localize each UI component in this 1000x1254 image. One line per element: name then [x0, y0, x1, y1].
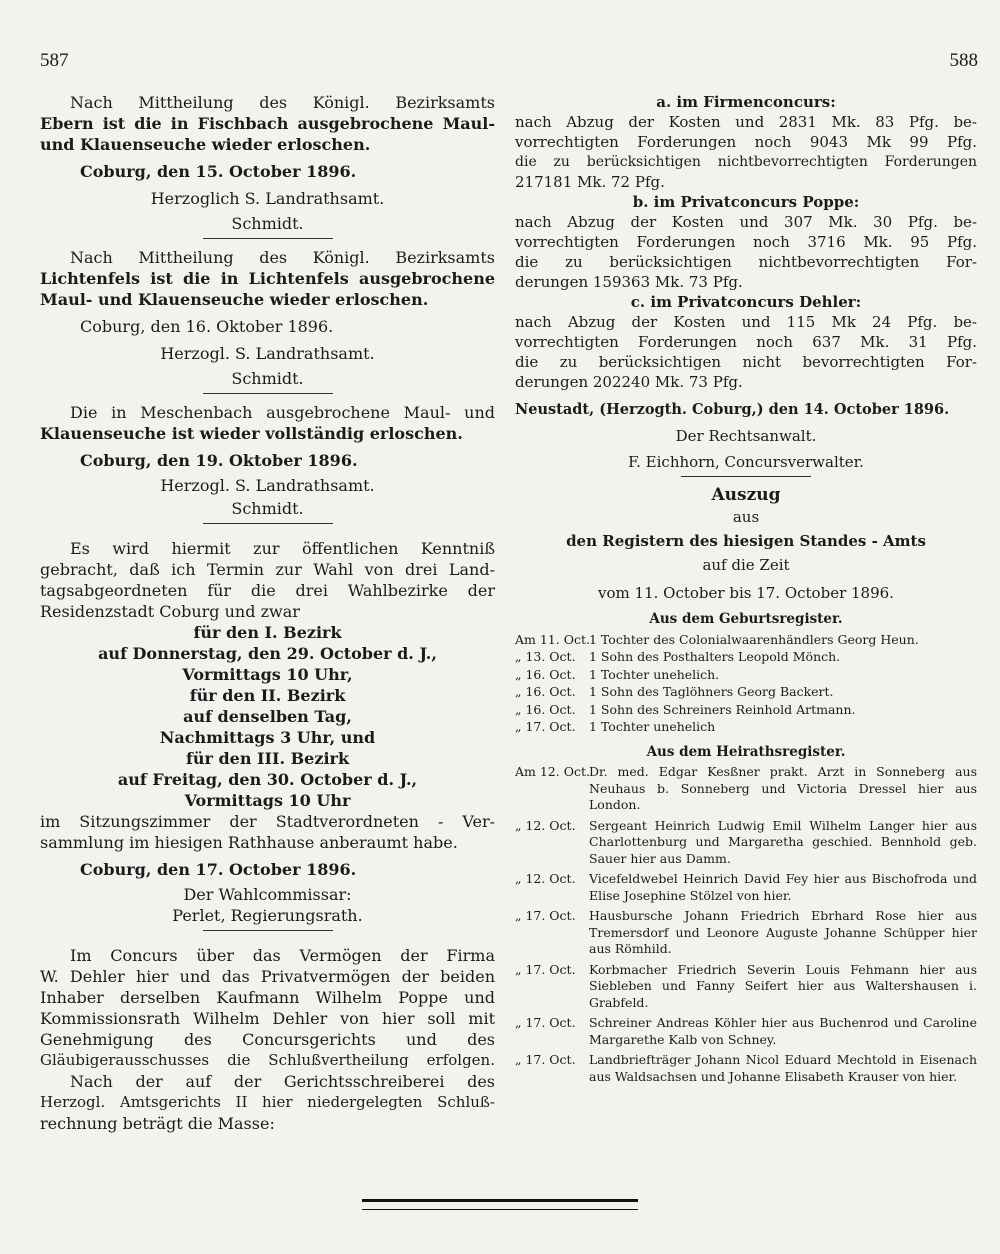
notice-signature: Schmidt.	[231, 499, 304, 518]
concurs-date: Neustadt, (Herzogth. Coburg,) den 14. October 1896.	[515, 401, 950, 418]
register-date: „ 16. Oct.	[515, 666, 576, 682]
notice-fischbach	[40, 92, 495, 239]
election-line: für den I. Bezirk	[193, 623, 342, 642]
notice-date: Coburg, den 19. Oktober 1896.	[80, 451, 358, 470]
concurs-heading-b: b. im Privatconcurs Poppe:	[632, 193, 860, 211]
marriage-register-entry	[515, 962, 977, 1012]
register-date: „ 17. Oct.	[515, 1052, 576, 1067]
birth-register-heading: Aus dem Geburtsregister.	[649, 611, 843, 627]
notice-lichtenfels	[40, 247, 495, 394]
notice-text: tagsabgeordneten für die drei Wahlbezirke der	[40, 581, 495, 600]
notice-text: Die in Meschenbach ausgebrochene Maul- und	[70, 403, 495, 422]
concurs-text: vorrechtigten Forderungen noch 637 Mk. 31 Pfg.	[515, 333, 977, 351]
notice-text: Inhaber derselben Kaufmann Wilhelm Poppe und	[40, 988, 495, 1007]
register-date: „ 17. Oct.	[515, 908, 576, 923]
register-entry-text: Korbmacher Friedrich Severin Louis Fehmann hier aus Siebleben und Fanny Seifert hier aus Waltershausen i. Grabfeld.	[589, 961, 977, 1010]
notice-office: Der Wahlcommissar:	[183, 885, 352, 904]
notice-date: Coburg, den 16. Oktober 1896.	[80, 317, 334, 336]
register-entry-text: 1 Tochter unehelich	[589, 719, 716, 734]
auszug-period: auf die Zeit	[702, 556, 790, 574]
election-line: für den III. Bezirk	[185, 749, 350, 768]
marriage-register-entry	[515, 1052, 977, 1085]
left-column	[40, 92, 495, 1134]
notice-office: Herzoglich S. Landrathsamt.	[150, 189, 385, 208]
page-number-right: 588	[949, 50, 978, 71]
notice-text: Genehmigung des Concursgerichts und des	[40, 1030, 495, 1049]
notice-signature: Schmidt.	[231, 214, 304, 233]
notice-office: Herzogl. S. Landrathsamt.	[160, 476, 375, 495]
notice-text: Ebern ist die in Fischbach ausgebrochene Maul-	[40, 114, 495, 133]
separator-rule	[681, 476, 811, 477]
bottom-double-rule	[362, 1199, 638, 1210]
concurs-text: die zu berücksichtigen nicht bevorrechtigten For-	[515, 353, 977, 371]
notice-office: Herzogl. S. Landrathsamt.	[160, 344, 375, 363]
birth-register-entry	[515, 649, 977, 666]
auszug-range: vom 11. October bis 17. October 1896.	[598, 584, 894, 602]
birth-register-entry	[515, 667, 977, 684]
concurs-heading-c: c. im Privatconcurs Dehler:	[630, 293, 862, 311]
election-line: für den II. Bezirk	[189, 686, 346, 705]
register-entry-text: 1 Tochter unehelich.	[589, 666, 720, 682]
concurs-signature: F. Eichhorn, Concursverwalter.	[628, 453, 864, 471]
election-line: Vormittags 10 Uhr	[184, 791, 351, 810]
register-entry-text: 1 Tochter des Colonialwaarenhändlers Georg Heun.	[589, 631, 919, 647]
register-date: „ 17. Oct.	[515, 719, 576, 734]
election-line: Vormittags 10 Uhr,	[182, 665, 353, 684]
register-date: „ 12. Oct.	[515, 817, 576, 833]
notice-signature: Schmidt.	[231, 369, 304, 388]
election-line: auf denselben Tag,	[183, 707, 352, 726]
concurs-text: nach Abzug der Kosten und 307 Mk. 30 Pfg. be-	[515, 213, 977, 231]
notice-text: Gläubigerausschusses die Schlußvertheilung erfolgen.	[40, 1051, 495, 1069]
notice-text: Klauenseuche ist wieder vollständig erloschen.	[40, 424, 463, 443]
notice-text: im Sitzungszimmer der Stadtverordneten - Ver-	[40, 812, 495, 831]
concurs-office: Der Rechtsanwalt.	[675, 427, 817, 445]
marriage-register-entry	[515, 764, 977, 814]
marriage-register-entry	[515, 908, 977, 958]
notice-text: Kommissionsrath Wilhelm Dehler von hier soll mit	[40, 1009, 495, 1028]
separator-rule	[203, 238, 333, 239]
election-line: auf Donnerstag, den 29. October d. J.,	[98, 644, 437, 663]
notice-text: Residenzstadt Coburg und zwar	[40, 602, 300, 621]
notice-text: gebracht, daß ich Termin zur Wahl von drei Land-	[40, 560, 495, 579]
marriage-register-entry	[515, 818, 977, 868]
auszug-title: Auszug	[711, 485, 781, 505]
register-date: Am 12. Oct.	[515, 764, 590, 779]
marriage-register-heading: Aus dem Heirathsregister.	[646, 743, 846, 760]
register-date: „ 17. Oct.	[515, 961, 576, 977]
notice-text: Im Concurs über das Vermögen der Firma	[70, 946, 495, 965]
concurs-text: 217181 Mk. 72 Pfg.	[515, 173, 665, 191]
concurs-text: vorrechtigten Forderungen noch 3716 Mk. 95 Pfg.	[515, 233, 977, 251]
register-entry-text: 1 Sohn des Posthalters Leopold Mönch.	[589, 649, 841, 664]
birth-register-entry	[515, 632, 977, 649]
concurs-heading-a: a. im Firmenconcurs:	[656, 93, 836, 111]
notice-text: und Klauenseuche wieder erloschen.	[40, 135, 371, 154]
birth-register-list	[515, 632, 977, 736]
concurs-text: derungen 159363 Mk. 73 Pfg.	[515, 273, 743, 291]
notice-landtagswahl	[40, 538, 495, 931]
register-entry-text: Vicefeldwebel Heinrich David Fey hier aus Bischofroda und Elise Josephine Stölzel von hier.	[589, 871, 977, 903]
notice-text: rechnung beträgt die Masse:	[40, 1114, 275, 1133]
auszug-aus: aus	[732, 508, 760, 526]
register-date: „ 12. Oct.	[515, 871, 576, 886]
notice-text: Nach Mittheilung des Königl. Bezirksamts	[70, 93, 495, 112]
notice-text: Lichtenfels ist die in Lichtenfels ausgebrochene	[40, 269, 495, 288]
register-date: „ 16. Oct.	[515, 684, 576, 699]
auszug-registers: den Registern des hiesigen Standes - Amts	[566, 532, 926, 550]
separator-rule	[203, 523, 333, 524]
notice-text: sammlung im hiesigen Rathhause anberaumt habe.	[40, 833, 458, 852]
birth-register-entry	[515, 719, 977, 736]
marriage-register-entry	[515, 1015, 977, 1048]
register-entry-text: Hausbursche Johann Friedrich Ebrhard Rose hier aus Tremersdorf und Leonore Auguste Johanne Schüpper hier aus Römhild.	[589, 908, 977, 956]
concurs-text: nach Abzug der Kosten und 115 Mk 24 Pfg. be-	[515, 313, 977, 331]
register-entry-text: Dr. med. Edgar Kesßner prakt. Arzt in Sonneberg aus Neuhaus b. Sonneberg und Victoria Dressel hier aus London.	[589, 764, 977, 812]
register-date: „ 16. Oct.	[515, 701, 576, 717]
notice-date: Coburg, den 17. October 1896.	[80, 860, 357, 879]
concurs-text: derungen 202240 Mk. 73 Pfg.	[515, 373, 743, 391]
election-line: Nachmittags 3 Uhr, und	[159, 728, 376, 747]
notice-text: Es wird hiermit zur öffentlichen Kenntniß	[70, 539, 495, 558]
notice-text: Nach der auf der Gerichtsschreiberei des	[70, 1072, 495, 1091]
election-line: auf Freitag, den 30. October d. J.,	[117, 770, 418, 789]
notice-meschenbach	[40, 402, 495, 524]
register-entry-text: Landbriefträger Johann Nicol Eduard Mechtold in Eisenach aus Waldsachsen und Johanne Elisabeth Krauser von hier.	[589, 1052, 977, 1084]
concurs-text: nach Abzug der Kosten und 2831 Mk. 83 Pfg. be-	[515, 113, 977, 131]
birth-register-entry	[515, 702, 977, 719]
marriage-register-list	[515, 764, 977, 1085]
marriage-register-entry	[515, 871, 977, 904]
right-column	[515, 92, 977, 1089]
separator-rule	[203, 930, 333, 931]
register-entry-text: 1 Sohn des Taglöhners Georg Backert.	[589, 684, 834, 699]
register-entry-text: Sergeant Heinrich Ludwig Emil Wilhelm Langer hier aus Charlottenburg und Margaretha geschied. Bennhold geb. Sauer hier aus Damm.	[589, 817, 977, 866]
register-date: Am 11. Oct.	[515, 631, 590, 647]
concurs-text: die zu berücksichtigen nichtbevorrechtigten Forderungen	[515, 154, 977, 170]
notice-concurs	[40, 945, 495, 1134]
concurs-text: vorrechtigten Forderungen noch 9043 Mk 99 Pfg.	[515, 133, 977, 151]
concurs-text: die zu berücksichtigen nichtbevorrechtigten For-	[515, 253, 977, 271]
notice-text: Nach Mittheilung des Königl. Bezirksamts	[70, 248, 495, 267]
register-date: „ 13. Oct.	[515, 649, 576, 664]
notice-text: W. Dehler hier und das Privatvermögen der beiden	[40, 967, 495, 986]
register-date: „ 17. Oct.	[515, 1015, 576, 1030]
notice-text: Maul- und Klauenseuche wieder erloschen.	[40, 290, 429, 309]
register-entry-text: Schreiner Andreas Köhler hier aus Buchenrod und Caroline Margarethe Kalb von Schney.	[589, 1015, 977, 1047]
notice-signature: Perlet, Regierungsrath.	[172, 906, 363, 925]
register-entry-text: 1 Sohn des Schreiners Reinhold Artmann.	[589, 701, 856, 717]
page-number-left: 587	[40, 50, 69, 71]
notice-text: Herzogl. Amtsgerichts II hier niedergelegten Schluß-	[40, 1093, 495, 1111]
birth-register-entry	[515, 684, 977, 701]
separator-rule	[203, 393, 333, 394]
notice-date: Coburg, den 15. October 1896.	[80, 162, 357, 181]
